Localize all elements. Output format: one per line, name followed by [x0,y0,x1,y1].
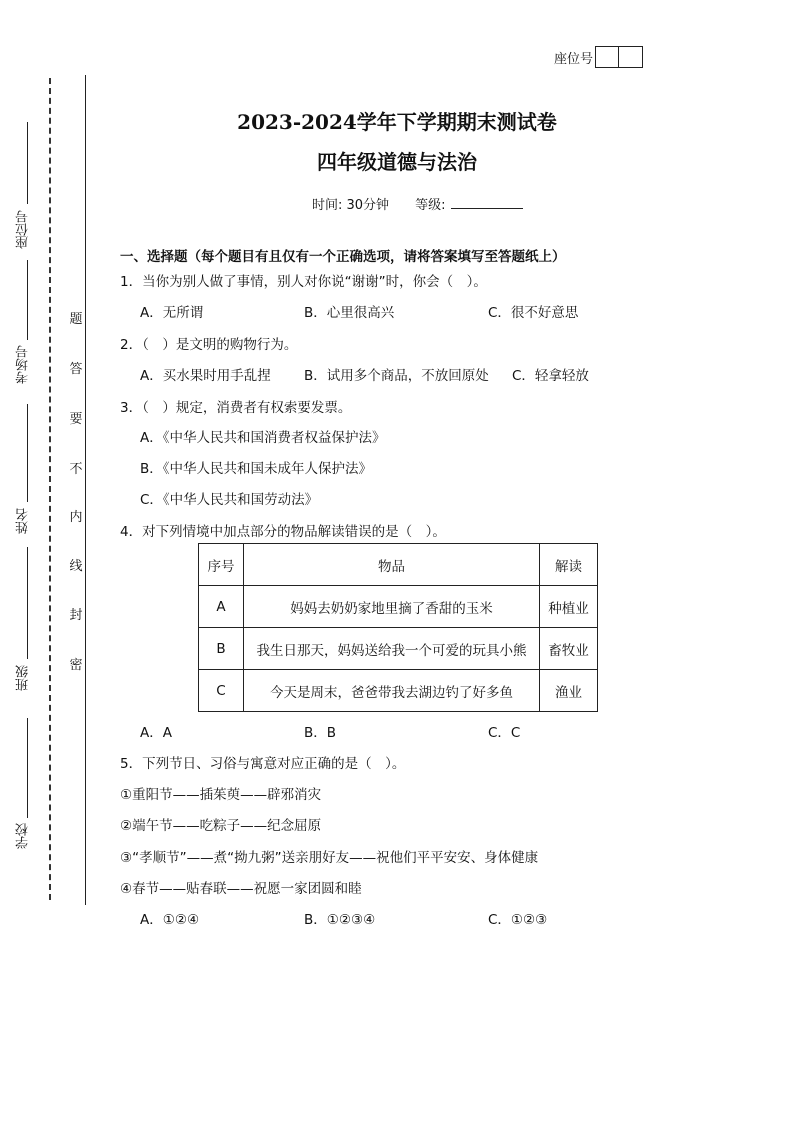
q4-table [198,543,598,712]
q1-option-b: B．心里很高兴 [304,305,395,321]
q2-option-b: B．试用多个商品，不放回原处 [304,368,489,384]
class-label: 班级 [16,665,31,691]
q4-option-b: B．B [304,725,337,741]
table-row [199,586,598,628]
exam-room-field[interactable] [27,260,28,340]
exam-title: 2023-2024学年下学期期末测试卷 [237,110,557,134]
q5-option-b: B．①②③④ [304,912,376,928]
seat-label-vertical: 座位号 [16,210,31,249]
seal-char-1: 题 [69,312,83,327]
q3-option-a: A．《中华人民共和国消费者权益保护法》 [140,430,386,446]
q2-option-c: C．轻拿轻放 [512,368,589,384]
seat-number-label: 座位号 [554,51,594,67]
table-cell: 畜牧业 [540,628,598,670]
q5-item-3: ③“孝顺节”——煮“拗九粥”送亲朋好友——祝他们平平安安、身体健康 [120,850,539,866]
school-field[interactable] [27,718,28,818]
table-cell: 种植业 [540,586,598,628]
q4-stem: 4．对下列情境中加点部分的物品解读错误的是（ ）。 [120,524,446,540]
q3-stem: 3．（ ）规定，消费者有权索要发票。 [120,400,352,416]
table-cell: 我生日那天，妈妈送给我一个可爱的玩具小熊 [244,628,540,670]
exam-room-label: 考场号 [16,345,31,384]
q5-item-1: ①重阳节——插茱萸——辟邪消灾 [120,787,322,803]
binding-dashed-line [49,78,51,900]
binding-solid-line [85,75,86,905]
table-header-cell: 解读 [540,544,598,586]
q1-option-c: C．很不好意思 [488,305,579,321]
q5-item-2: ②端午节——吃粽子——纪念屈原 [120,818,322,834]
q1-option-a: A．无所谓 [140,305,204,321]
q2-stem: 2．（ ）是文明的购物行为。 [120,337,298,353]
q3-option-b: B．《中华人民共和国未成年人保护法》 [140,461,373,477]
table-cell: A [199,586,244,628]
table-header-cell: 序号 [199,544,244,586]
table-row [199,628,598,670]
q5-stem: 5．下列节日、习俗与寓意对应正确的是（ ）。 [120,756,406,772]
exam-meta [312,194,523,213]
seal-char-4: 不 [69,462,83,477]
grade-field[interactable] [451,194,523,209]
table-header-row [199,544,598,586]
section-heading: 一、选择题（每个题目有且仅有一个正确选项，请将答案填写至答题纸上） [120,249,566,265]
grade-label: 等级: [415,198,446,213]
seal-char-7: 封 [69,608,83,623]
seal-char-3: 要 [69,412,83,427]
q5-option-a: A．①②④ [140,912,200,928]
seal-char-2: 答 [69,362,83,377]
table-cell: C [199,670,244,712]
seal-char-6: 线 [69,559,83,574]
seal-char-5: 内 [69,510,83,525]
table-cell: 渔业 [540,670,598,712]
seal-char-8: 密 [69,658,83,673]
time-text: 时间: 30分钟 [312,198,390,213]
school-label: 学校 [16,823,31,849]
seat-number-cell-2[interactable] [619,46,643,68]
exam-subtitle: 四年级道德与法治 [317,150,477,174]
q4-option-c: C．C [488,725,521,741]
table-cell: B [199,628,244,670]
q3-option-c: C．《中华人民共和国劳动法》 [140,492,319,508]
name-field[interactable] [27,404,28,502]
table-header-cell: 物品 [244,544,540,586]
table-cell: 今天是周末，爸爸带我去湖边钓了好多鱼 [244,670,540,712]
seat-number-cell-1[interactable] [595,46,619,68]
class-field[interactable] [27,547,28,659]
q4-option-a: A．A [140,725,172,741]
table-cell: 妈妈去奶奶家地里摘了香甜的玉米 [244,586,540,628]
name-label: 姓名 [16,508,31,534]
q5-option-c: C．①②③ [488,912,548,928]
q5-item-4: ④春节——贴春联——祝愿一家团圆和睦 [120,881,362,897]
seat-number-box [554,46,643,68]
q2-option-a: A．买水果时用手乱捏 [140,368,271,384]
q1-stem: 1．当你为别人做了事情，别人对你说“谢谢”时，你会（ ）。 [120,274,487,290]
table-row [199,670,598,712]
